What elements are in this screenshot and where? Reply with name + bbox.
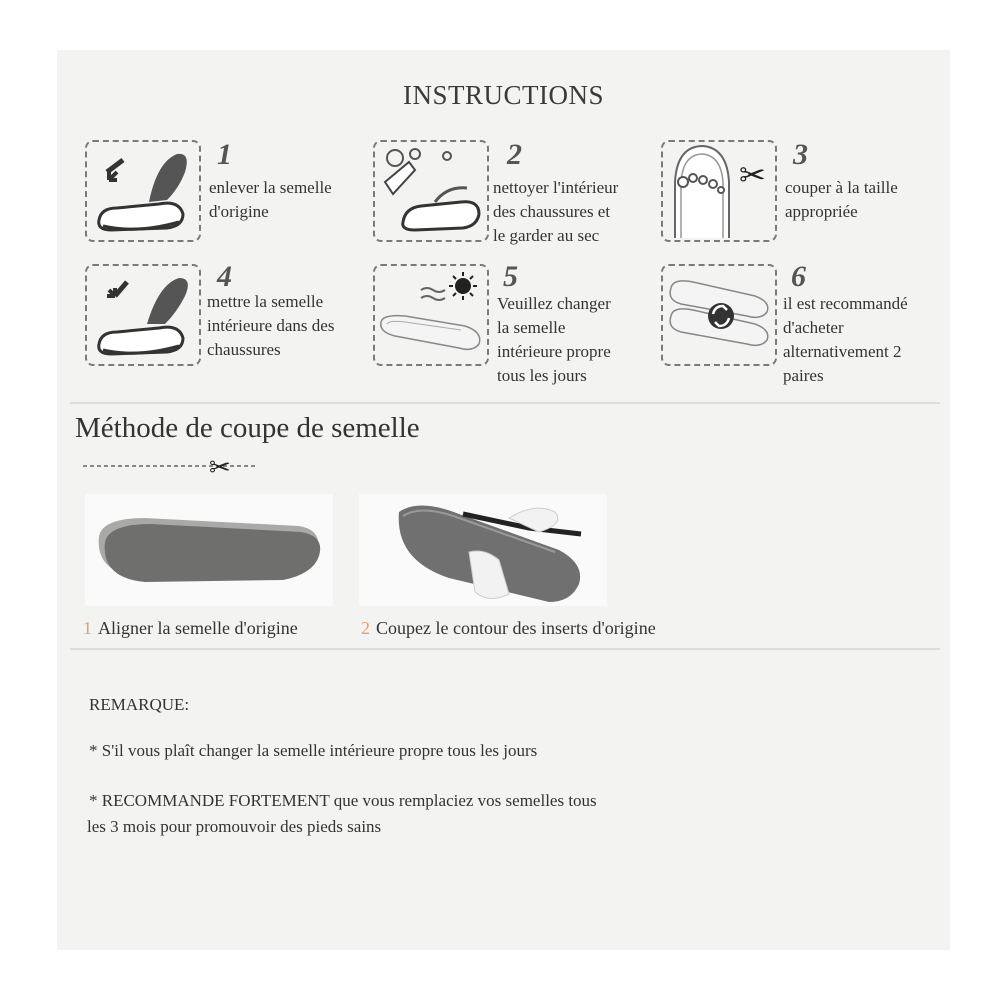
insole-sun-dry-icon <box>375 266 487 364</box>
section-divider <box>70 402 940 404</box>
step-1-text: enlever la semelle d'origine <box>209 178 332 221</box>
insole-alternate-icon <box>663 266 775 364</box>
scissors-icon: ✂ <box>209 453 231 483</box>
instructions-panel <box>57 50 950 950</box>
section-divider-2 <box>70 648 940 650</box>
step-3-text: couper à la taille appropriée <box>785 178 898 221</box>
step-3-illustration <box>661 140 777 242</box>
caption-1-text: Aligner la semelle d'origine <box>98 618 298 638</box>
step-1-number: 1 <box>217 138 232 171</box>
step-5-number: 5 <box>503 260 518 293</box>
page-title: INSTRUCTIONS <box>402 80 604 110</box>
step-4-number: 4 <box>217 260 232 293</box>
insole-trim-icon <box>663 142 775 240</box>
cut-line <box>83 452 253 483</box>
step-1-illustration <box>85 140 201 242</box>
shoe-insert-insole-icon <box>87 266 199 364</box>
photo-cut-insole <box>359 494 607 606</box>
step-2-illustration <box>373 140 489 242</box>
caption-2 <box>361 618 656 639</box>
scissors-icon: ✂ <box>739 156 766 194</box>
step-5-illustration <box>373 264 489 366</box>
caption-1 <box>83 618 298 639</box>
shoe-remove-insole-icon <box>87 142 199 240</box>
step-5-text: Veuillez changer la semelle intérieure propre tous les jours <box>497 294 611 385</box>
step-2-text: nettoyer l'intérieur des chaussures et le garder au sec <box>493 178 619 245</box>
step-6-illustration <box>661 264 777 366</box>
step-3-number: 3 <box>793 138 808 171</box>
caption-2-number: 2 <box>361 618 370 638</box>
shoe-clean-icon <box>375 142 487 240</box>
caption-2-text: Coupez le contour des inserts d'origine <box>376 618 656 638</box>
remark-note-2: * RECOMMANDE FORTEMENT que vous remplaciez vos semelles tous les 3 mois pour promouvoir des pieds sains <box>87 791 597 836</box>
method-title: Méthode de coupe de semelle <box>75 412 420 444</box>
step-4-illustration <box>85 264 201 366</box>
step-6-text: il est recommandé d'acheter alternativement 2 paires <box>783 294 908 385</box>
step-2-number: 2 <box>507 138 522 171</box>
step-6-number: 6 <box>791 260 806 293</box>
caption-1-number: 1 <box>83 618 92 638</box>
step-4-text: mettre la semelle intérieure dans des chaussures <box>207 292 335 359</box>
remark-heading: REMARQUE: <box>89 695 190 714</box>
remark-note-1: * S'il vous plaît changer la semelle intérieure propre tous les jours <box>89 741 538 760</box>
photo-align-insole <box>85 494 333 606</box>
